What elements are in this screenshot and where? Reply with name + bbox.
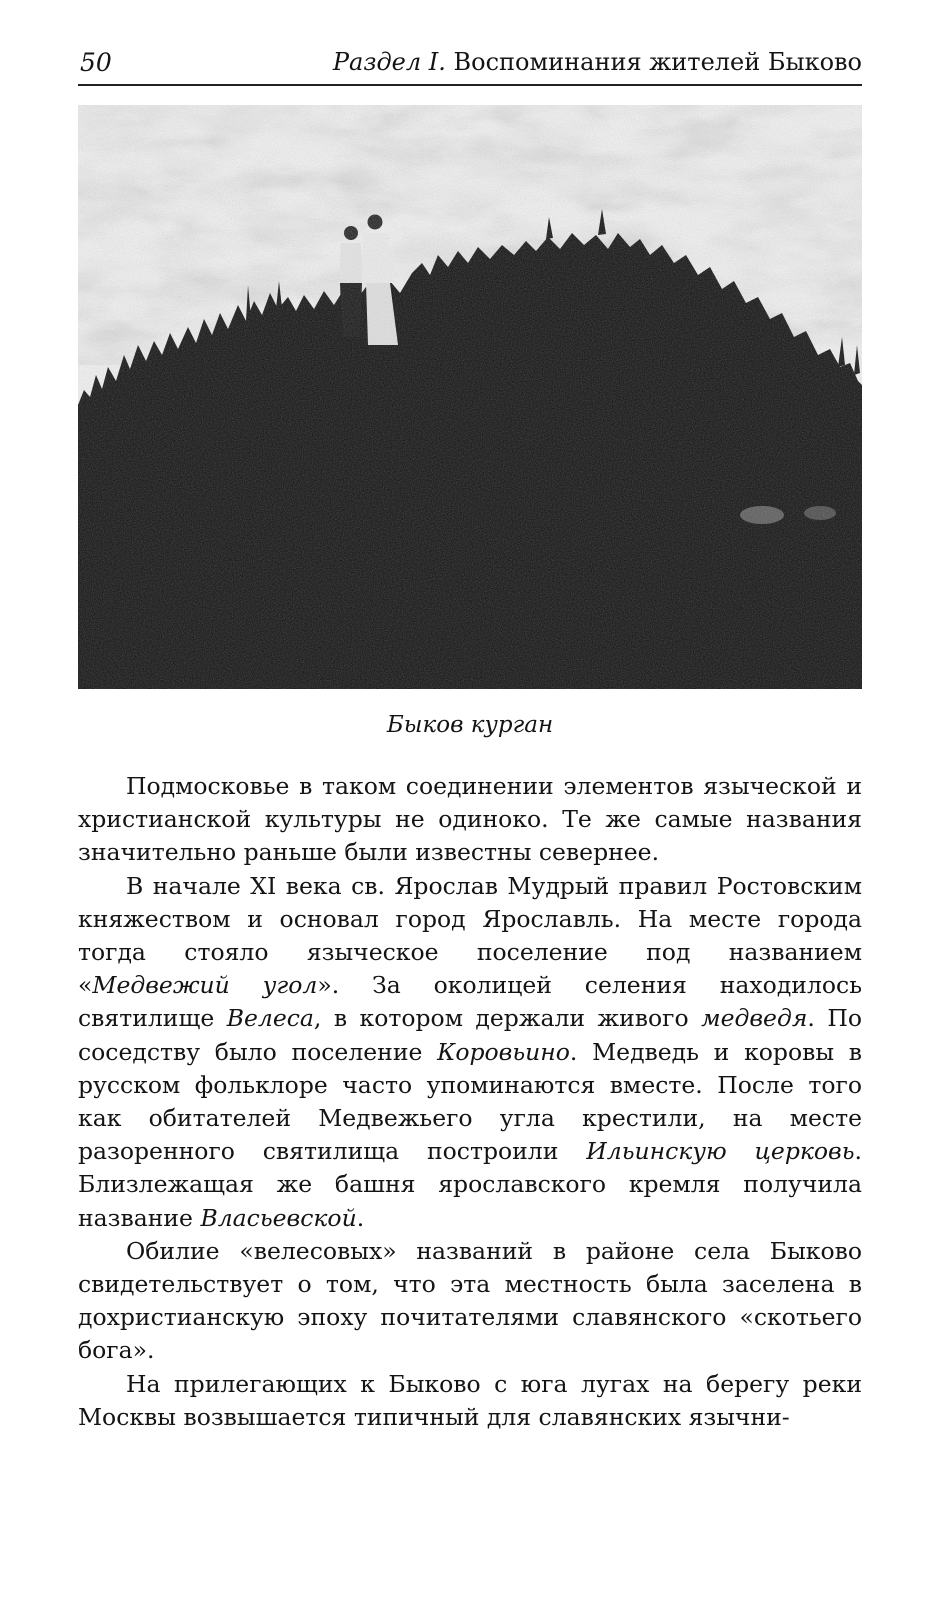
- figure-caption: Быков курган: [386, 712, 554, 738]
- body-paragraph: [78, 870, 862, 1235]
- section-label: Раздел I.: [332, 48, 446, 76]
- italic-term: медведя: [701, 1004, 808, 1033]
- text-run: ». За околицей селения находилось святилище: [78, 971, 862, 1033]
- text-run: .: [356, 1203, 365, 1232]
- text-run: Обилие «велесовых» названий в районе села Быково свидетельствует о том, что эта местность была заселена в дохристианскую эпоху почитателями славянского «скотьего бога».: [78, 1236, 862, 1365]
- text-run: . Близлежащая же башня ярославского кремля получила название: [78, 1137, 862, 1232]
- italic-term: Власьевской: [200, 1203, 357, 1232]
- italic-term: Велеса: [226, 1004, 314, 1033]
- italic-term: Ильинскую церковь: [586, 1137, 855, 1166]
- italic-term: Коровьино: [437, 1037, 570, 1066]
- body-paragraph: [78, 1235, 862, 1368]
- kurgan-photo: [78, 105, 862, 689]
- body-paragraph: [78, 770, 862, 870]
- body-paragraph: [78, 1368, 862, 1434]
- running-header: [78, 44, 862, 86]
- page-number: 50: [80, 48, 112, 77]
- text-run: , в котором держали живого: [313, 1004, 702, 1033]
- text-run: В начале XI века св. Ярослав Мудрый правил Ростовским княжеством и основал город Ярославль. На месте города тогда стояло языческое поселение под названием «: [78, 871, 862, 1000]
- text-run: Подмосковье в таком соединении элементов языческой и христианской культуры не одиноко. Те же самые названия значительно раньше были известны севернее.: [78, 772, 862, 867]
- running-title: [333, 48, 862, 76]
- kurgan-photo-drawing: [78, 105, 862, 689]
- body-text: [78, 770, 862, 1434]
- text-run: . По соседству было поселение: [78, 1004, 862, 1066]
- italic-term: Медвежий угол: [92, 971, 318, 1000]
- chapter-title: Воспоминания жителей Быково: [453, 48, 862, 76]
- text-run: На прилегающих к Быково с юга лугах на берегу реки Москвы возвышается типичный для славянских язычни-: [78, 1369, 862, 1431]
- film-grain: [78, 105, 862, 689]
- text-run: . Медведь и коровы в русском фольклоре часто упоминаются вместе. После того как обитателей Медвежьего угла крестили, на месте разоренного святилища построили: [78, 1037, 862, 1166]
